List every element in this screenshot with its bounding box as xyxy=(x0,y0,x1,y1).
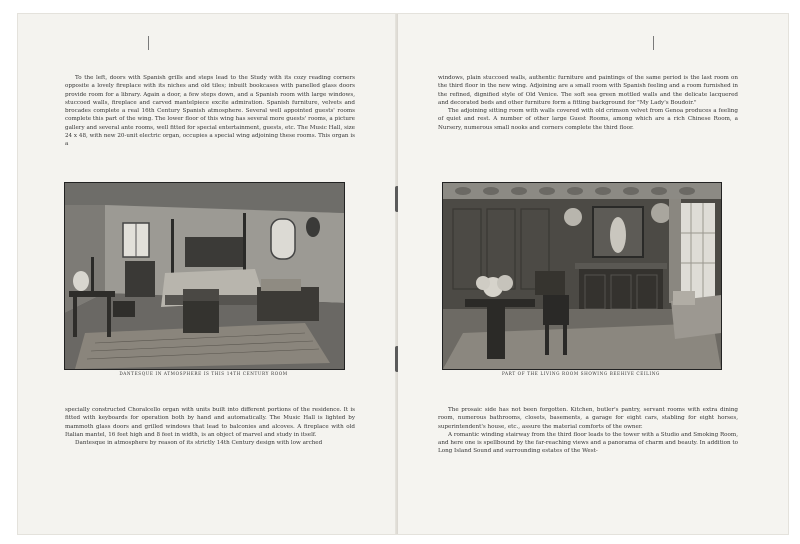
bedroom-photo xyxy=(64,182,345,370)
crop-mark xyxy=(148,36,149,50)
left-photo-caption: DANTESQUE IN ATMOSPHERE IS THIS 14TH CENTURY ROOM xyxy=(119,371,288,376)
right-photo-caption: PART OF THE LIVING ROOM SHOWING BEEHIVE CEILING xyxy=(502,371,660,376)
right-top-paragraph-2: The adjoining sitting room with walls covered with old crimson velvet from Genoa produces a feeling of quiet and rest. A number of other large Guest Rooms, among which are a rich Chinese Room, a Nursery, numerous small nooks and corners complete the third floor. xyxy=(438,108,738,131)
right-bottom-paragraph-1: The prosaic side has not been forgotten. Kitchen, butler's pantry, servant rooms with extra dining room, numerous bathrooms, closets, basements, a garage for eight cars, stabling for eight horses, superintendent's house, etc., assure the material comforts of the owner. xyxy=(438,407,738,430)
left-bottom-paragraph-1: specially constructed Choralcello organ with units built into different portions of the residence. It is fitted with keyboards for operation both by hand and automatically. The Music Hall is lighted by mammoth glass doors and grilled windows that lead to balconies and alcoves. A fireplace with old Italian mantel, 16 feet high and 8 feet in width, is an object of marvel and study in itself. xyxy=(65,407,355,438)
bedroom-illustration xyxy=(65,183,344,369)
living-room-illustration xyxy=(443,183,721,369)
crop-mark-right xyxy=(653,36,654,50)
right-top-text xyxy=(438,74,738,132)
booklet-spread xyxy=(18,14,788,534)
right-bottom-text xyxy=(438,406,738,456)
left-bottom-text xyxy=(65,406,355,447)
living-room-photo xyxy=(442,182,722,370)
left-page xyxy=(18,14,398,534)
left-top-text xyxy=(65,74,355,149)
right-top-paragraph-1: windows, plain stuccoed walls, authentic furniture and paintings of the same period is the last room on the third floor in the new wing. Adjoining are a small room with Spanish feeling and a room furnished in the refined, dignified style of Old Venice. The soft sea green mottled walls and the delicate lacquered and decorated beds and other furniture form a fitting background for "My Lady's Boudoir." xyxy=(438,75,738,106)
right-bottom-paragraph-2: A romantic winding stairway from the third floor leads to the tower with a Studio and Smoking Room, and here one is spellbound by the far-reaching views and a panorama of charm and beauty. In addition to Long Island Sound and surrounding estates of the West- xyxy=(438,431,738,455)
left-top-paragraph: To the left, doors with Spanish grills and steps lead to the Study with its cozy reading corners opposite a lovely fireplace with its niches and old tiles; inbuilt bookcases with panelled glass doors provide room for a library. Again a door, a few steps down, and a Spanish room with large windows, stuccoed walls, fireplace and carved mantelpiece excite admiration. Spanish furniture, velvets and brocades complete a real 16th Century Spanish atmosphere. Several well appointed guests' rooms complete this part of the wing. The lower floor of this wing has several more guests' rooms, a picture gallery and several ante rooms, well fitted for special entertainment, guests, etc. The Music Hall, size 24 x 48, with new 20-unit electric organ, occupies a special wing adjoining these rooms. This organ is a xyxy=(65,75,355,148)
right-page xyxy=(398,14,788,534)
left-bottom-paragraph-2: Dantesque in atmosphere by reason of its strictly 14th Century design with low arched xyxy=(75,440,323,447)
